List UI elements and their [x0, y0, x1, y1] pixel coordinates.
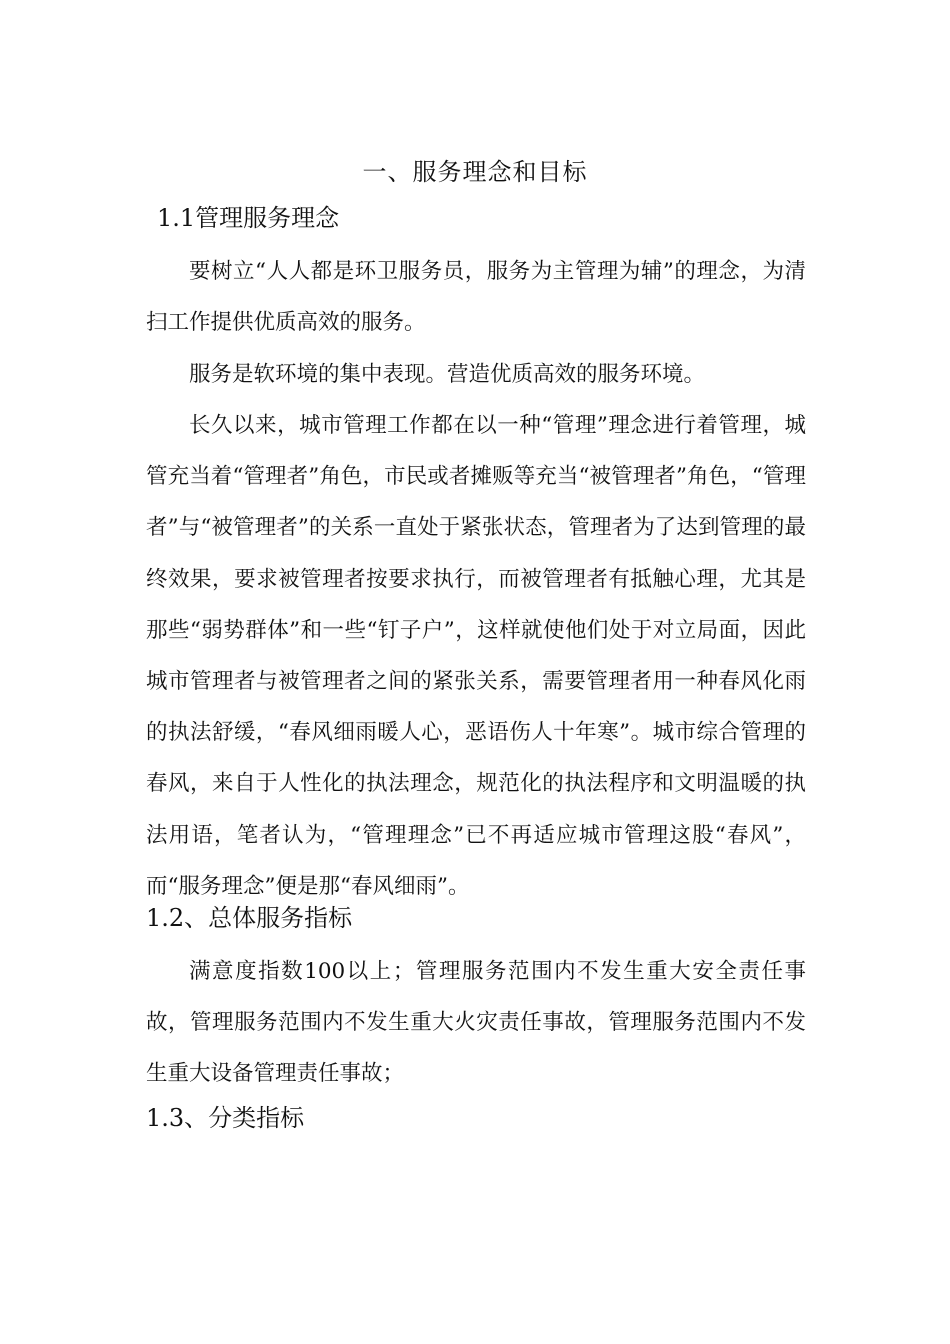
paragraph: 要树立“人人都是环卫服务员，服务为主管理为辅”的理念，为清扫工作提供优质高效的服务。 — [146, 259, 806, 336]
paragraph: 长久以来，城市管理工作都在以一种“管理”理念进行着管理，城管充当着“管理者”角色，市民或者摊贩等充当“被管理者”角色，“管理者”与“被管理者”的关系一直处于紧张状态，管理者为了达到管理的最终效果，要求被管理者按要求执行，而被管理者有抵触心理，尤其是那些“弱势群体”和一些“钉子户”，这样就使他们处于对立局面，因此城市管理者与被管理者之间的紧张关系，需要管理者用一种春风化雨的执法舒缓，“春风细雨暖人心，恶语伤人十年寒”。城市综合管理的春风，来自于人性化的执法理念，规范化的执法程序和文明温暖的执法用语，笔者认为，“管理理念”已不再适应城市管理这股“春风”，而“服务理念”便是那“春风细雨”。 — [146, 413, 806, 899]
section-heading-1-1: 1.1管理服务理念 — [157, 204, 340, 232]
section-heading-1-2: 1.2、总体服务指标 — [146, 904, 353, 932]
document-title: 一、服务理念和目标 — [362, 158, 588, 186]
paragraph: 满意度指数100以上；管理服务范围内不发生重大安全责任事故，管理服务范围内不发生重大火灾责任事故，管理服务范围内不发生重大设备管理责任事故； — [146, 959, 806, 1087]
paragraph: 服务是软环境的集中表现。营造优质高效的服务环境。 — [189, 362, 706, 387]
section-heading-1-3: 1.3、分类指标 — [146, 1104, 305, 1132]
